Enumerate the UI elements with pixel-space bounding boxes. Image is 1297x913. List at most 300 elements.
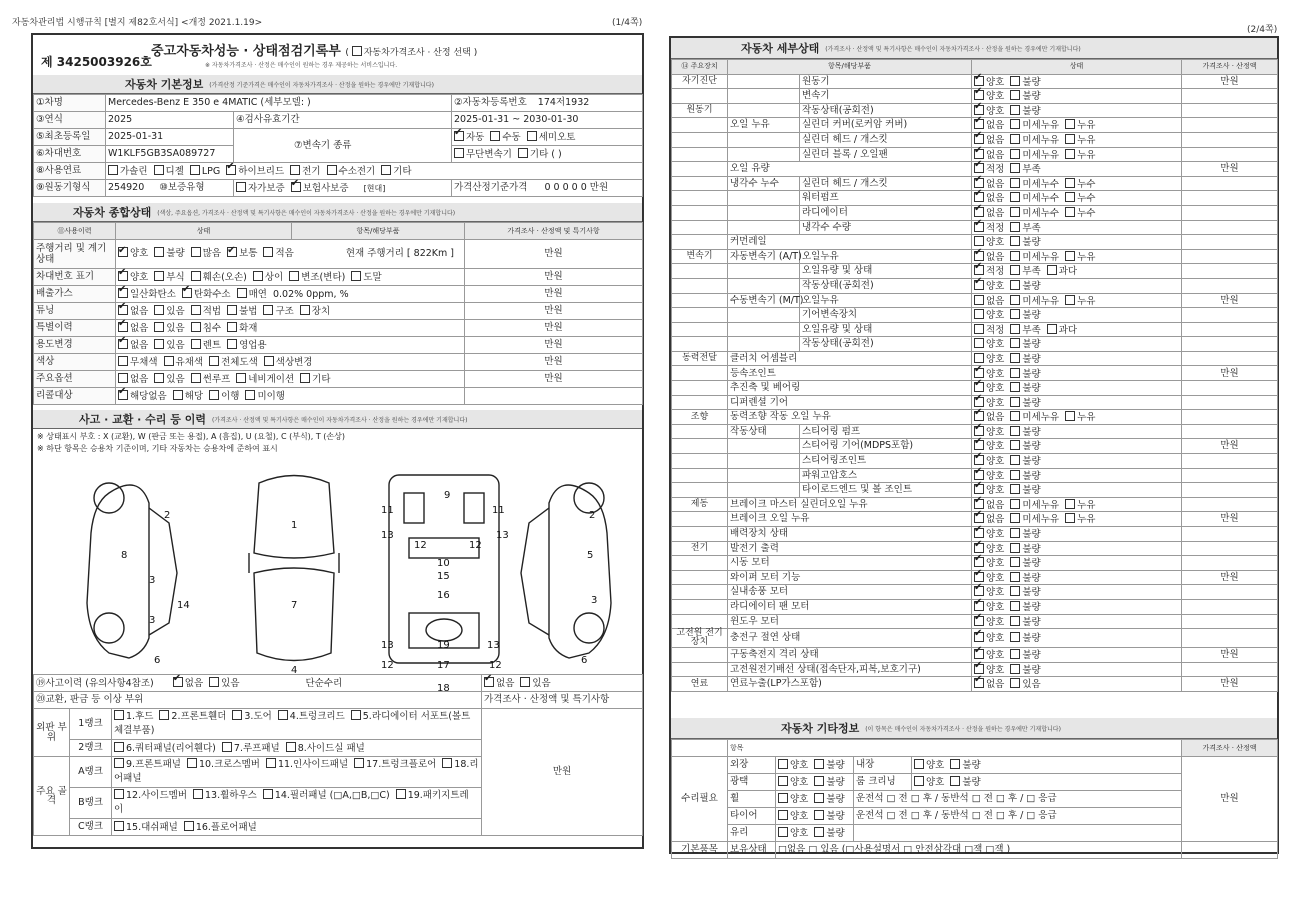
transmission-option[interactable]: 수동 <box>490 132 520 143</box>
overall-option[interactable]: ✔ 양호 <box>118 272 148 283</box>
checkbox-icon[interactable] <box>974 265 984 275</box>
status-option[interactable]: ✔ 적정 <box>974 164 1004 175</box>
checkbox-icon[interactable] <box>381 165 391 175</box>
status-option[interactable]: ✔ 적정 <box>974 223 1004 234</box>
checkbox-icon[interactable] <box>1010 119 1020 129</box>
checkbox-icon[interactable] <box>1010 586 1020 596</box>
checkbox-icon[interactable] <box>114 742 124 752</box>
checkbox-icon[interactable] <box>1065 499 1075 509</box>
part-option[interactable]: 1.후드 <box>114 711 153 722</box>
price-check-checkbox[interactable] <box>352 46 362 56</box>
status-option[interactable]: ✔ 양호 <box>974 281 1004 292</box>
checkbox-icon[interactable] <box>227 339 237 349</box>
checkbox-icon[interactable] <box>974 632 984 642</box>
checkbox-icon[interactable] <box>190 165 200 175</box>
status-option[interactable]: ✔ 양호 <box>974 369 1004 380</box>
checkbox-icon[interactable] <box>1010 163 1020 173</box>
checkbox-icon[interactable] <box>286 742 296 752</box>
checkbox-icon[interactable] <box>1010 265 1020 275</box>
warranty-option[interactable]: 자가보증 <box>236 183 285 194</box>
checkbox-icon[interactable] <box>154 373 164 383</box>
checkbox-icon[interactable] <box>974 484 984 494</box>
checkbox-icon[interactable] <box>974 426 984 436</box>
status-option[interactable]: ✔ 양호 <box>974 471 1004 482</box>
checkbox-icon[interactable] <box>974 411 984 421</box>
checkbox-icon[interactable] <box>253 271 263 281</box>
status-option[interactable]: ✔ 없음 <box>974 208 1004 219</box>
status-option[interactable]: 불량 <box>1010 339 1040 350</box>
overall-option[interactable]: 있음 <box>154 340 184 351</box>
checkbox-icon[interactable] <box>1010 664 1020 674</box>
checkbox-icon[interactable] <box>1010 178 1020 188</box>
part-option[interactable]: 10.크로스멤버 <box>187 759 260 770</box>
checkbox-icon[interactable] <box>974 586 984 596</box>
checkbox-icon[interactable] <box>1065 178 1075 188</box>
overall-option[interactable]: 색상변경 <box>264 357 313 368</box>
status-option[interactable]: 양호 <box>974 237 1004 248</box>
status-option[interactable]: ✔ 양호 <box>974 441 1004 452</box>
accident-option[interactable]: ✔ 없음 <box>173 678 203 689</box>
status-option[interactable]: 불량 <box>1010 617 1040 628</box>
part-option[interactable]: 2.프론트휀더 <box>159 711 226 722</box>
accident-option[interactable]: 있음 <box>209 678 239 689</box>
status-option[interactable]: ✔ 없음 <box>974 179 1004 190</box>
status-option[interactable]: ✔ 양호 <box>974 485 1004 496</box>
status-option[interactable]: ✔ 양호 <box>974 77 1004 88</box>
fuel-option[interactable]: LPG <box>190 166 220 177</box>
overall-option[interactable]: 도말 <box>351 272 381 283</box>
status-option[interactable]: ✔ 양호 <box>974 106 1004 117</box>
overall-option[interactable]: 불량 <box>154 248 184 259</box>
checkbox-icon[interactable] <box>974 455 984 465</box>
checkbox-icon[interactable] <box>974 149 984 159</box>
status-option[interactable]: 불량 <box>1010 383 1040 394</box>
checkbox-icon[interactable] <box>290 165 300 175</box>
part-option[interactable]: 13.휠하우스 <box>193 790 257 801</box>
status-option[interactable]: ✔ 양호 <box>974 665 1004 676</box>
checkbox-icon[interactable] <box>236 373 246 383</box>
status-option[interactable]: ✔ 없음 <box>974 412 1004 423</box>
checkbox-icon[interactable] <box>300 305 310 315</box>
fuel-option[interactable]: 전기 <box>290 166 320 177</box>
status-option[interactable]: ✔ 없음 <box>974 500 1004 511</box>
status-option[interactable]: ✔ 양호 <box>974 398 1004 409</box>
part-option[interactable]: 7.루프패널 <box>222 743 280 754</box>
overall-option[interactable]: 기타 <box>300 374 330 385</box>
checkbox-icon[interactable] <box>1010 105 1020 115</box>
checkbox-icon[interactable] <box>154 271 164 281</box>
transmission-option[interactable]: ✔자동 <box>454 132 484 143</box>
status-option[interactable]: 불량 <box>950 777 980 788</box>
checkbox-icon[interactable] <box>974 134 984 144</box>
checkbox-icon[interactable] <box>182 288 192 298</box>
checkbox-icon[interactable] <box>209 390 219 400</box>
checkbox-icon[interactable] <box>974 528 984 538</box>
overall-option[interactable]: 상이 <box>253 272 283 283</box>
checkbox-icon[interactable] <box>484 677 494 687</box>
checkbox-icon[interactable] <box>209 356 219 366</box>
checkbox-icon[interactable] <box>1010 601 1020 611</box>
overall-option[interactable]: 없음 <box>118 374 148 385</box>
checkbox-icon[interactable] <box>1010 426 1020 436</box>
fuel-option[interactable]: 디젤 <box>154 166 184 177</box>
checkbox-icon[interactable] <box>527 131 537 141</box>
checkbox-icon[interactable] <box>108 165 118 175</box>
checkbox-icon[interactable] <box>266 758 276 768</box>
checkbox-icon[interactable] <box>118 322 128 332</box>
checkbox-icon[interactable] <box>814 827 824 837</box>
status-option[interactable]: 양호 <box>778 760 808 771</box>
checkbox-icon[interactable] <box>1065 411 1075 421</box>
status-option[interactable]: 과다 <box>1047 266 1077 277</box>
status-option[interactable]: 미세누유 <box>1010 252 1059 263</box>
checkbox-icon[interactable] <box>227 247 237 257</box>
status-option[interactable]: ✔ 양호 <box>974 602 1004 613</box>
checkbox-icon[interactable] <box>191 322 201 332</box>
checkbox-icon[interactable] <box>974 178 984 188</box>
status-option[interactable]: 미세누유 <box>1010 514 1059 525</box>
checkbox-icon[interactable] <box>193 789 203 799</box>
status-option[interactable]: 누수 <box>1065 193 1095 204</box>
checkbox-icon[interactable] <box>1010 382 1020 392</box>
checkbox-icon[interactable] <box>154 322 164 332</box>
status-option[interactable]: 미세누유 <box>1010 412 1059 423</box>
simple-repair-option[interactable]: 있음 <box>520 678 550 689</box>
status-option[interactable]: 불량 <box>1010 529 1040 540</box>
status-option[interactable]: ✔ 양호 <box>974 456 1004 467</box>
checkbox-icon[interactable] <box>327 165 337 175</box>
status-option[interactable]: ✔ 양호 <box>974 587 1004 598</box>
overall-option[interactable]: 매연 <box>237 289 267 300</box>
checkbox-icon[interactable] <box>1010 207 1020 217</box>
checkbox-icon[interactable] <box>1010 528 1020 538</box>
checkbox-icon[interactable] <box>1010 353 1020 363</box>
status-option[interactable]: 불량 <box>814 777 844 788</box>
checkbox-icon[interactable] <box>173 390 183 400</box>
status-option[interactable]: 적정 <box>974 325 1004 336</box>
overall-option[interactable]: 화재 <box>227 323 257 334</box>
overall-option[interactable]: 썬루프 <box>191 374 231 385</box>
status-option[interactable]: 불량 <box>814 828 844 839</box>
overall-option[interactable]: 있음 <box>154 323 184 334</box>
checkbox-icon[interactable] <box>118 288 128 298</box>
overall-option[interactable]: 불법 <box>227 306 257 317</box>
checkbox-icon[interactable] <box>1010 309 1020 319</box>
checkbox-icon[interactable] <box>396 789 406 799</box>
checkbox-icon[interactable] <box>1065 251 1075 261</box>
checkbox-icon[interactable] <box>442 758 452 768</box>
checkbox-icon[interactable] <box>351 271 361 281</box>
checkbox-icon[interactable] <box>950 776 960 786</box>
checkbox-icon[interactable] <box>1010 280 1020 290</box>
part-option[interactable]: 12.사이드멤버 <box>114 790 187 801</box>
checkbox-icon[interactable] <box>1065 149 1075 159</box>
overall-option[interactable]: 미이행 <box>245 391 285 402</box>
checkbox-icon[interactable] <box>1010 455 1020 465</box>
checkbox-icon[interactable] <box>354 758 364 768</box>
checkbox-icon[interactable] <box>114 789 124 799</box>
checkbox-icon[interactable] <box>974 295 984 305</box>
status-option[interactable]: 불량 <box>814 760 844 771</box>
status-option[interactable]: 누유 <box>1065 412 1095 423</box>
overall-option[interactable]: 구조 <box>263 306 293 317</box>
status-option[interactable]: ✔ 양호 <box>974 529 1004 540</box>
checkbox-icon[interactable] <box>1065 295 1075 305</box>
checkbox-icon[interactable] <box>974 649 984 659</box>
checkbox-icon[interactable] <box>778 827 788 837</box>
checkbox-icon[interactable] <box>118 390 128 400</box>
checkbox-icon[interactable] <box>191 271 201 281</box>
checkbox-icon[interactable] <box>1010 295 1020 305</box>
status-option[interactable]: 없음 <box>974 296 1004 307</box>
checkbox-icon[interactable] <box>914 776 924 786</box>
checkbox-icon[interactable] <box>778 793 788 803</box>
status-option[interactable]: 불량 <box>1010 665 1040 676</box>
fuel-option[interactable]: 가솔린 <box>108 166 148 177</box>
overall-option[interactable]: 무채색 <box>118 357 158 368</box>
status-option[interactable]: 과다 <box>1047 325 1077 336</box>
checkbox-icon[interactable] <box>974 513 984 523</box>
fuel-option[interactable]: ✔ 하이브리드 <box>226 166 284 177</box>
overall-option[interactable]: 적음 <box>263 248 293 259</box>
status-option[interactable]: 누유 <box>1065 150 1095 161</box>
overall-option[interactable]: ✔ 없음 <box>118 323 148 334</box>
status-option[interactable]: 불량 <box>1010 398 1040 409</box>
status-option[interactable]: 누수 <box>1065 208 1095 219</box>
status-option[interactable]: ✔ 없음 <box>974 514 1004 525</box>
checkbox-icon[interactable] <box>1010 557 1020 567</box>
status-option[interactable]: ✔ 양호 <box>974 558 1004 569</box>
checkbox-icon[interactable] <box>1010 440 1020 450</box>
status-option[interactable]: 부족 <box>1010 164 1040 175</box>
status-option[interactable]: 미세누유 <box>1010 150 1059 161</box>
status-option[interactable]: 미세누유 <box>1010 296 1059 307</box>
checkbox-icon[interactable] <box>1010 470 1020 480</box>
checkbox-icon[interactable] <box>236 182 246 192</box>
checkbox-icon[interactable] <box>1010 368 1020 378</box>
status-option[interactable]: 미세누수 <box>1010 193 1059 204</box>
checkbox-icon[interactable] <box>1010 397 1020 407</box>
overall-option[interactable]: 해당 <box>173 391 203 402</box>
checkbox-icon[interactable] <box>974 163 984 173</box>
status-option[interactable]: 불량 <box>1010 310 1040 321</box>
overall-option[interactable]: 장치 <box>300 306 330 317</box>
checkbox-icon[interactable] <box>1010 513 1020 523</box>
checkbox-icon[interactable] <box>974 280 984 290</box>
status-option[interactable]: 불량 <box>814 794 844 805</box>
status-option[interactable]: 누수 <box>1065 179 1095 190</box>
status-option[interactable]: 불량 <box>1010 441 1040 452</box>
checkbox-icon[interactable] <box>1010 616 1020 626</box>
checkbox-icon[interactable] <box>974 236 984 246</box>
checkbox-icon[interactable] <box>974 207 984 217</box>
checkbox-icon[interactable] <box>778 776 788 786</box>
overall-option[interactable]: 침수 <box>191 323 221 334</box>
status-option[interactable]: 불량 <box>1010 354 1040 365</box>
checkbox-icon[interactable] <box>173 677 183 687</box>
checkbox-icon[interactable] <box>263 305 273 315</box>
checkbox-icon[interactable] <box>974 678 984 688</box>
checkbox-icon[interactable] <box>1010 678 1020 688</box>
checkbox-icon[interactable] <box>814 810 824 820</box>
overall-option[interactable]: 적법 <box>191 306 221 317</box>
checkbox-icon[interactable] <box>232 710 242 720</box>
checkbox-icon[interactable] <box>914 759 924 769</box>
status-option[interactable]: 불량 <box>1010 633 1040 644</box>
status-option[interactable]: 불량 <box>814 811 844 822</box>
checkbox-icon[interactable] <box>1010 90 1020 100</box>
overall-option[interactable]: 훼손(오손) <box>191 272 247 283</box>
checkbox-icon[interactable] <box>974 309 984 319</box>
checkbox-icon[interactable] <box>974 440 984 450</box>
overall-option[interactable]: ✔ 없음 <box>118 306 148 317</box>
status-option[interactable]: 양호 <box>778 811 808 822</box>
overall-option[interactable]: ✔ 일산화탄소 <box>118 289 176 300</box>
overall-option[interactable]: ✔ 보통 <box>227 248 257 259</box>
status-option[interactable]: ✔ 없음 <box>974 193 1004 204</box>
part-option[interactable]: 5.라디에이터 서포트(볼트체결부품) <box>114 710 471 736</box>
status-option[interactable]: 불량 <box>1010 77 1040 88</box>
checkbox-icon[interactable] <box>227 322 237 332</box>
checkbox-icon[interactable] <box>114 710 124 720</box>
checkbox-icon[interactable] <box>974 119 984 129</box>
checkbox-icon[interactable] <box>778 759 788 769</box>
status-option[interactable]: ✔ 없음 <box>974 120 1004 131</box>
checkbox-icon[interactable] <box>1010 324 1020 334</box>
checkbox-icon[interactable] <box>974 616 984 626</box>
checkbox-icon[interactable] <box>300 373 310 383</box>
checkbox-icon[interactable] <box>191 247 201 257</box>
checkbox-icon[interactable] <box>974 664 984 674</box>
checkbox-icon[interactable] <box>118 339 128 349</box>
status-option[interactable]: 불량 <box>1010 281 1040 292</box>
checkbox-icon[interactable] <box>974 397 984 407</box>
checkbox-icon[interactable] <box>814 776 824 786</box>
checkbox-icon[interactable] <box>814 793 824 803</box>
status-option[interactable]: 불량 <box>1010 558 1040 569</box>
checkbox-icon[interactable] <box>1010 499 1020 509</box>
part-option[interactable]: 9.프론트패널 <box>114 759 181 770</box>
checkbox-icon[interactable] <box>118 247 128 257</box>
status-option[interactable]: ✔ 양호 <box>974 544 1004 555</box>
checkbox-icon[interactable] <box>245 390 255 400</box>
status-option[interactable]: 누유 <box>1065 252 1095 263</box>
checkbox-icon[interactable] <box>974 572 984 582</box>
part-option[interactable]: 11.인사이드패널 <box>266 759 348 770</box>
part-option[interactable]: 14.필러패널 (□A,□B,□C) <box>263 790 390 801</box>
status-option[interactable]: 양호 <box>778 794 808 805</box>
status-option[interactable]: 있음 <box>1010 679 1040 690</box>
status-option[interactable]: 누유 <box>1065 296 1095 307</box>
checkbox-icon[interactable] <box>1010 649 1020 659</box>
status-option[interactable]: 누유 <box>1065 135 1095 146</box>
checkbox-icon[interactable] <box>118 271 128 281</box>
status-option[interactable]: 불량 <box>1010 456 1040 467</box>
checkbox-icon[interactable] <box>974 470 984 480</box>
status-option[interactable]: 불량 <box>1010 91 1040 102</box>
checkbox-icon[interactable] <box>154 305 164 315</box>
checkbox-icon[interactable] <box>1065 207 1075 217</box>
fuel-option[interactable]: 수소전기 <box>327 166 376 177</box>
overall-option[interactable]: 유채색 <box>164 357 204 368</box>
part-option[interactable]: 15.대쉬패널 <box>114 822 178 833</box>
checkbox-icon[interactable] <box>1010 251 1020 261</box>
status-option[interactable]: 불량 <box>1010 650 1040 661</box>
part-option[interactable]: 17.트렁크플로어 <box>354 759 436 770</box>
status-option[interactable]: 불량 <box>1010 369 1040 380</box>
part-option[interactable]: 16.플로어패널 <box>184 822 257 833</box>
checkbox-icon[interactable] <box>154 247 164 257</box>
checkbox-icon[interactable] <box>974 368 984 378</box>
checkbox-icon[interactable] <box>974 382 984 392</box>
part-option[interactable]: 3.도어 <box>232 711 271 722</box>
status-option[interactable]: 누유 <box>1065 120 1095 131</box>
checkbox-icon[interactable] <box>974 251 984 261</box>
overall-option[interactable]: 전체도색 <box>209 357 258 368</box>
checkbox-icon[interactable] <box>226 165 236 175</box>
part-option[interactable]: 6.쿼터패널(리어휀다) <box>114 743 216 754</box>
part-option[interactable]: 4.트렁크리드 <box>278 711 345 722</box>
part-option[interactable]: 8.사이드실 패널 <box>286 743 365 754</box>
checkbox-icon[interactable] <box>118 305 128 315</box>
status-option[interactable]: ✔ 없음 <box>974 679 1004 690</box>
checkbox-icon[interactable] <box>118 373 128 383</box>
overall-option[interactable]: ✔ 없음 <box>118 340 148 351</box>
status-option[interactable]: 불량 <box>1010 587 1040 598</box>
status-option[interactable]: 불량 <box>1010 237 1040 248</box>
status-option[interactable]: 불량 <box>1010 106 1040 117</box>
status-option[interactable]: 미세누수 <box>1010 179 1059 190</box>
checkbox-icon[interactable] <box>191 305 201 315</box>
checkbox-icon[interactable] <box>289 271 299 281</box>
status-option[interactable]: ✔ 양호 <box>974 633 1004 644</box>
status-option[interactable]: ✔ 양호 <box>974 650 1004 661</box>
overall-option[interactable]: 렌트 <box>191 340 221 351</box>
status-option[interactable]: ✔ 양호 <box>974 383 1004 394</box>
status-option[interactable]: 미세누유 <box>1010 500 1059 511</box>
status-option[interactable]: 불량 <box>1010 427 1040 438</box>
checkbox-icon[interactable] <box>1010 572 1020 582</box>
transmission-option[interactable]: 무단변속기 <box>454 149 512 160</box>
status-option[interactable]: 양호 <box>914 760 944 771</box>
overall-option[interactable]: 변조(변타) <box>289 272 345 283</box>
transmission-option[interactable]: 기타 ( ) <box>518 149 562 160</box>
status-option[interactable]: 양호 <box>974 354 1004 365</box>
checkbox-icon[interactable] <box>1010 134 1020 144</box>
status-option[interactable]: 누유 <box>1065 500 1095 511</box>
checkbox-icon[interactable] <box>520 677 530 687</box>
checkbox-icon[interactable] <box>184 821 194 831</box>
checkbox-icon[interactable] <box>1047 265 1057 275</box>
overall-option[interactable]: 영업용 <box>227 340 267 351</box>
status-option[interactable]: 양호 <box>974 310 1004 321</box>
checkbox-icon[interactable] <box>164 356 174 366</box>
checkbox-icon[interactable] <box>1010 632 1020 642</box>
status-option[interactable]: 불량 <box>1010 544 1040 555</box>
status-option[interactable]: 미세누유 <box>1010 135 1059 146</box>
status-option[interactable]: ✔ 없음 <box>974 135 1004 146</box>
status-option[interactable]: 불량 <box>1010 471 1040 482</box>
checkbox-icon[interactable] <box>974 543 984 553</box>
status-option[interactable]: ✔ 양호 <box>974 91 1004 102</box>
checkbox-icon[interactable] <box>974 192 984 202</box>
checkbox-icon[interactable] <box>191 373 201 383</box>
checkbox-icon[interactable] <box>118 356 128 366</box>
status-option[interactable]: 불량 <box>950 760 980 771</box>
checkbox-icon[interactable] <box>1065 513 1075 523</box>
status-option[interactable]: 불량 <box>1010 602 1040 613</box>
overall-option[interactable]: ✔ 탄화수소 <box>182 289 231 300</box>
